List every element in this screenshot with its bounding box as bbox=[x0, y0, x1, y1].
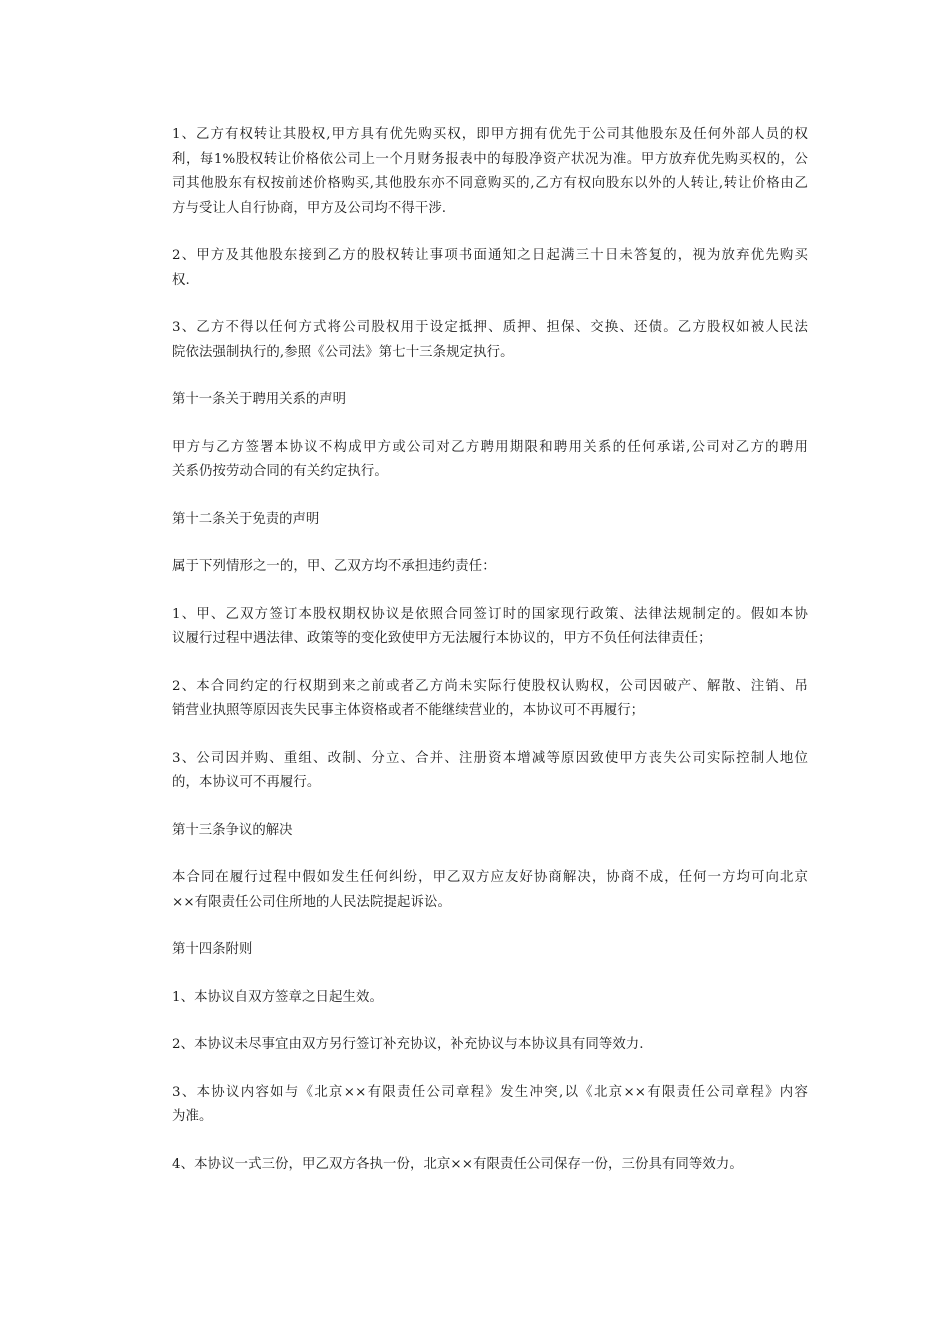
text-line: 2、本合同约定的行权期到来之前或者乙方尚未实际行使股权认购权，公司因破产、解散、注销、吊 bbox=[172, 678, 808, 694]
paragraph-conflict bbox=[142, 1081, 808, 1130]
text-line: 3、本协议内容如与《北京××有限责任公司章程》发生冲突,以《北京××有限责任公司章程》内容 bbox=[172, 1084, 808, 1100]
text-line: ××有限责任公司住所地的人民法院提起诉讼。 bbox=[172, 894, 451, 910]
text-line: 甲方与乙方签署本协议不构成甲方或公司对乙方聘用期限和聘用关系的任何承诺,公司对乙方的聘用 bbox=[172, 439, 808, 455]
text-line: 销营业执照等原因丧失民事主体资格或者不能继续营业的，本协议可不再履行； bbox=[172, 703, 645, 718]
document-page bbox=[142, 123, 808, 1200]
text-line: 第十一条关于聘用关系的声明 bbox=[172, 392, 347, 407]
paragraph-effective bbox=[142, 986, 808, 1011]
text-line: 议履行过程中遇法律、政策等的变化致使甲方无法履行本协议的，甲方不负任何法律责任； bbox=[172, 631, 712, 646]
text-line: 为准。 bbox=[172, 1109, 213, 1124]
article-11-heading bbox=[142, 388, 808, 413]
text-line: 2、本协议未尽事宜由双方另行签订补充协议，补充协议与本协议具有同等效力. bbox=[172, 1037, 644, 1052]
text-line: 权. bbox=[172, 272, 190, 288]
text-line: 1、本协议自双方签章之日起生效。 bbox=[172, 989, 383, 1005]
article-14-heading bbox=[142, 938, 808, 963]
paragraph-exemption-1 bbox=[142, 603, 808, 652]
text-line: 1、乙方有权转让其股权,甲方具有优先购买权，即甲方拥有优先于公司其他股东及任何外部人员的权 bbox=[172, 127, 808, 142]
text-line: 第十二条关于免责的声明 bbox=[172, 511, 320, 527]
text-line: 3、公司因并购、重组、改制、分立、合并、注册资本增减等原因致使甲方丧失公司实际控制人地位 bbox=[172, 750, 808, 766]
text-line: 属于下列情形之一的，甲、乙双方均不承担违约责任： bbox=[172, 559, 496, 574]
paragraph-employment bbox=[142, 436, 808, 485]
article-13-heading bbox=[142, 819, 808, 844]
paragraph-exemption-2 bbox=[142, 675, 808, 724]
paragraph-no-pledge bbox=[142, 316, 808, 365]
paragraph-dispute bbox=[142, 866, 808, 915]
text-line: 利，每1%股权转让价格依公司上一个月财务报表中的每股净资产状况为准。甲方放弃优先购买权的，公 bbox=[172, 151, 808, 167]
text-line: 1、甲、乙双方签订本股权期权协议是依照合同签订时的国家现行政策、法律法规制定的。假如本协 bbox=[172, 606, 808, 622]
text-line: 本合同在履行过程中假如发生任何纠纷，甲乙双方应友好协商解决，协商不成，任何一方均可向北京 bbox=[172, 870, 808, 885]
paragraph-supplement bbox=[142, 1033, 808, 1058]
paragraph-exemption-intro bbox=[142, 555, 808, 580]
article-12-heading bbox=[142, 508, 808, 533]
text-line: 的，本协议可不再履行。 bbox=[172, 775, 321, 790]
paragraph-exemption-3 bbox=[142, 747, 808, 796]
text-line: 4、本协议一式三份，甲乙双方各执一份，北京××有限责任公司保存一份，三份具有同等效力。 bbox=[172, 1156, 743, 1172]
paragraph-notice-reply bbox=[142, 244, 808, 293]
text-line: 2、甲方及其他股东接到乙方的股权转让事项书面通知之日起满三十日未答复的，视为放弃优先购买 bbox=[172, 248, 808, 263]
paragraph-transfer-right bbox=[142, 123, 808, 221]
text-line: 3、乙方不得以任何方式将公司股权用于设定抵押、质押、担保、交换、还债。乙方股权如被人民法 bbox=[172, 320, 808, 335]
text-line: 方与受让人自行协商，甲方及公司均不得干涉. bbox=[172, 200, 447, 216]
text-line: 关系仍按劳动合同的有关约定执行。 bbox=[172, 464, 388, 479]
paragraph-copies bbox=[142, 1153, 808, 1178]
text-line: 院依法强制执行的,参照《公司法》第七十三条规定执行。 bbox=[172, 344, 514, 360]
text-line: 第十四条附则 bbox=[172, 942, 253, 957]
text-line: 第十三条争议的解决 bbox=[172, 822, 293, 838]
text-line: 司其他股东有权按前述价格购买,其他股东亦不同意购买的,乙方有权向股东以外的人转让,转让价格由乙 bbox=[172, 176, 808, 191]
